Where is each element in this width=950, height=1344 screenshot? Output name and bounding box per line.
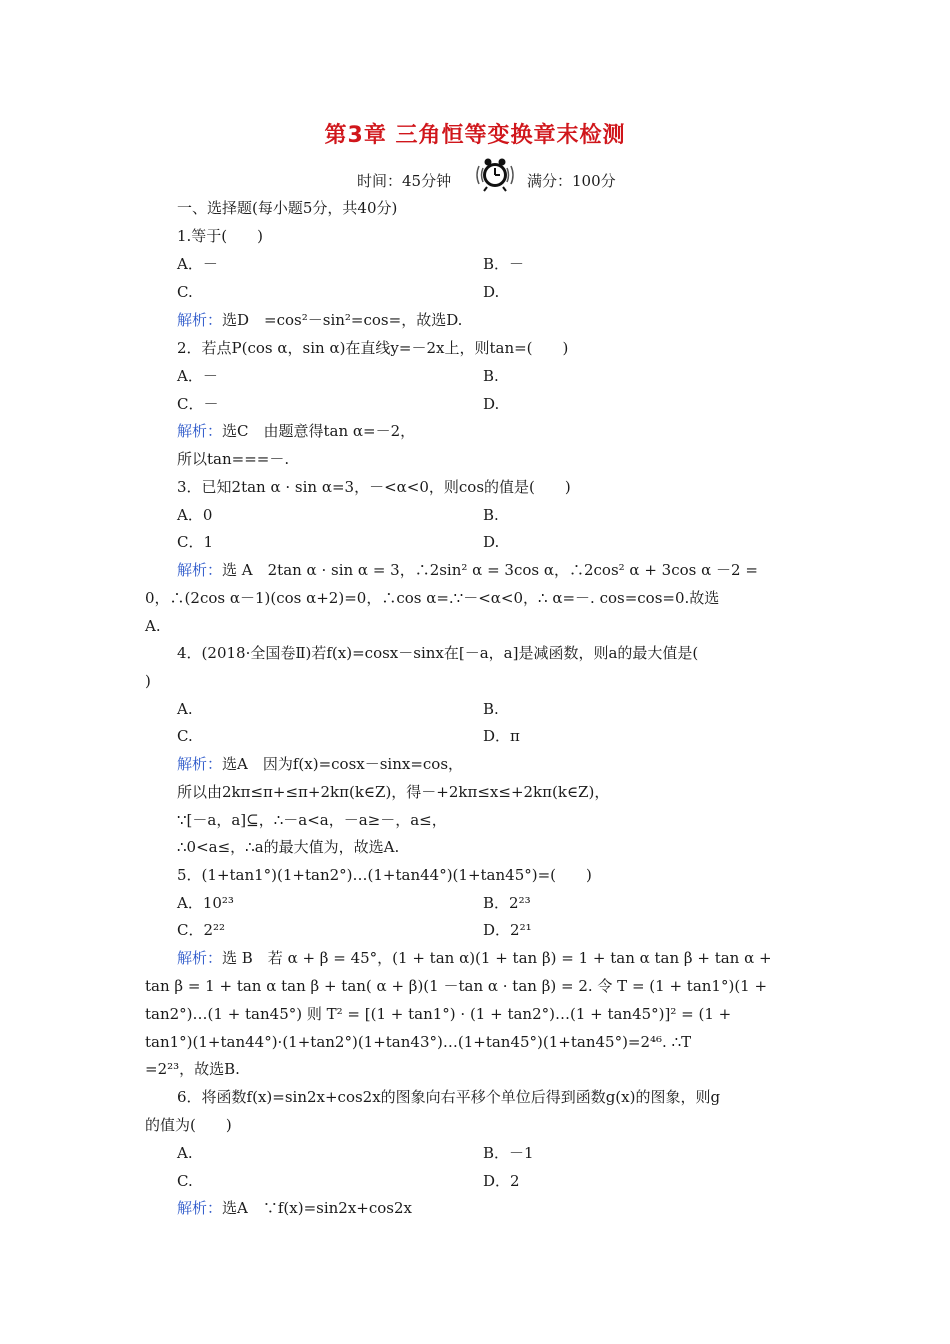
q5-option-b: B．2²³ (483, 894, 531, 912)
analysis-label: 解析： (177, 949, 223, 967)
q1-solution-text: 选D =cos²－sin²=cos=，故选D. (222, 311, 463, 329)
analysis-label: 解析： (177, 422, 223, 440)
q5-solution-text: 选 B 若 α + β = 45°，(1 + tan α)(1 + tan β) = 1 + tan α tan β + tan α + (222, 949, 772, 967)
q5-solution-line3: tan2°)…(1 + tan45°) 则 T² = [(1 + tan1°) · (1 + tan2°)…(1 + tan45°)]² = (1 + (145, 1005, 732, 1023)
q1-option-a: A．－ (177, 255, 218, 273)
q3-option-d: D. (483, 533, 500, 551)
q3-solution-line3: A. (145, 617, 161, 635)
q2-stem: 2．若点P(cos α，sin α)在直线y=－2x上，则tan=( ) (177, 339, 569, 357)
q3-option-b: B. (483, 506, 499, 524)
q4-option-b: B. (483, 700, 499, 718)
q4-solution (177, 754, 463, 774)
q2-option-b: B. (483, 367, 499, 385)
q5-solution-line2: tan β = 1 + tan α tan β + tan( α + β)(1 －tan α · tan β) = 2. 令 T = (1 + tan1°)(1 + (145, 977, 768, 995)
q2-option-a: A．－ (177, 367, 218, 385)
analysis-label: 解析： (177, 561, 223, 579)
q3-solution (177, 560, 758, 580)
analysis-label: 解析： (177, 1199, 223, 1217)
q6-option-b: B．－1 (483, 1144, 534, 1162)
q5-option-a: A．10²³ (177, 894, 234, 912)
q5-option-c: C．2²² (177, 921, 226, 939)
section-heading: 一、选择题(每小题5分，共40分) (177, 199, 398, 217)
exam-meta (0, 158, 950, 192)
q6-option-c: C. (177, 1172, 193, 1190)
q6-solution (177, 1198, 412, 1218)
q2-solution (177, 421, 415, 441)
page-title: 第3章 三角恒等变换章末检测 (324, 123, 626, 148)
analysis-label: 解析： (177, 755, 223, 773)
q4-solution-text: 选A 因为f(x)=cosx－sinx=cos， (222, 755, 464, 773)
q4-option-d: D．π (483, 727, 520, 745)
q5-solution-line4: tan1°)(1+tan44°)·(1+tan2°)(1+tan43°)…(1+tan45°)(1+tan45°)=2⁴⁶. ∴T (145, 1033, 692, 1051)
q3-solution-line2: 0，∴(2cos α－1)(cos α+2)=0，∴cos α=.∵－<α<0，∴ α=－. cos=cos=0.故选 (145, 589, 720, 607)
q2-solution-text: 选C 由题意得tan α=－2， (222, 422, 416, 440)
q5-solution (177, 948, 772, 968)
q4-solution-line4: ∴0<a≤，∴a的最大值为，故选A. (177, 838, 400, 856)
q6-stem-line2: 的值为( ) (145, 1116, 232, 1134)
exam-score: 满分：100分 (527, 172, 616, 190)
q1-option-b: B．－ (483, 255, 525, 273)
q5-solution-line5: =2²³，故选B. (145, 1060, 240, 1078)
alarm-clock-icon (472, 158, 518, 192)
q4-option-c: C. (177, 727, 193, 745)
q4-stem-line2: ) (145, 672, 151, 690)
q3-option-a: A．0 (177, 506, 213, 524)
analysis-label: 解析： (177, 311, 223, 329)
q6-option-d: D．2 (483, 1172, 520, 1190)
exam-time: 时间：45分钟 (357, 172, 452, 190)
q2-option-c: C．－ (177, 395, 219, 413)
q1-option-c: C. (177, 283, 193, 301)
q1-option-d: D. (483, 283, 500, 301)
q6-stem: 6．将函数f(x)=sin2x+cos2x的图象向右平移个单位后得到函数g(x)的图象，则g (177, 1088, 721, 1106)
q4-solution-line3: ∵[－a，a]⊆，∴－a<a，－a≥－，a≤， (177, 811, 447, 829)
q4-stem: 4．(2018·全国卷Ⅱ)若f(x)=cosx－sinx在[－a，a]是减函数，则a的最大值是( (177, 644, 699, 662)
q4-option-a: A. (177, 700, 193, 718)
q4-solution-line2: 所以由2kπ≤π+≤π+2kπ(k∈Z)，得－+2kπ≤x≤+2kπ(k∈Z)， (177, 783, 610, 801)
q1-solution (177, 310, 462, 330)
q5-stem: 5．(1+tan1°)(1+tan2°)…(1+tan44°)(1+tan45°)=( ) (177, 866, 592, 884)
q6-solution-text: 选A ∵f(x)=sin2x+cos2x (222, 1199, 412, 1217)
q2-solution-line2: 所以tan===－. (177, 450, 290, 468)
q1-stem: 1.等于( ) (177, 227, 264, 245)
q5-option-d: D．2²¹ (483, 921, 532, 939)
q6-option-a: A. (177, 1144, 193, 1162)
q2-option-d: D. (483, 395, 500, 413)
q3-solution-text: 选 A 2tan α · sin α = 3，∴2sin² α = 3cos α，∴2cos² α + 3cos α －2 = (222, 561, 758, 579)
q3-stem: 3．已知2tan α · sin α=3，－<α<0，则cos的值是( ) (177, 478, 571, 496)
q3-option-c: C．1 (177, 533, 214, 551)
